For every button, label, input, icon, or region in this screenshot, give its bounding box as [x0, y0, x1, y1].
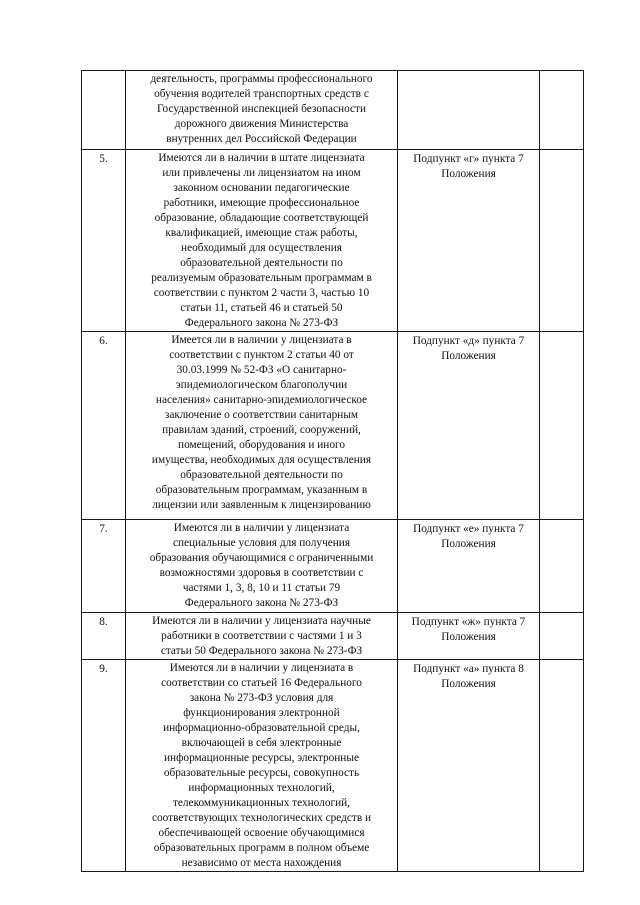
requirement-line: информационных технологий,: [188, 782, 335, 794]
table-row: [82, 71, 584, 150]
requirement-line: частями 1, 3, 8, 10 и 11 статьи 79: [182, 582, 341, 594]
legal-reference: [398, 150, 540, 332]
answer-cell: [540, 150, 584, 332]
requirement-line: Имеются ли в наличии у лицензиата: [173, 522, 350, 534]
checklist-table: [81, 70, 584, 872]
requirement-line: 30.03.1999 № 52-ФЗ «О санитарно-: [176, 364, 347, 376]
requirement-line: образовательной деятельности по: [180, 469, 343, 481]
requirement-line: помещений, оборудования и иного: [178, 439, 345, 451]
requirement-line: эпидемиологическом благополучии: [175, 379, 348, 391]
requirement-line: обучения водителей транспортных средств с: [154, 88, 369, 100]
requirement-line: Имеются ли в наличии в штате лицензиата: [158, 152, 365, 164]
requirement-line: статьи 50 Федерального закона № 273-ФЗ: [160, 645, 363, 657]
requirement-line: возможностями здоровья в соответствии с: [159, 567, 364, 579]
requirement-line: лицензии или заявленным к лицензированию: [152, 499, 371, 511]
reference-line: Подпункт «г» пункта 7: [413, 153, 524, 165]
reference-line: Подпункт «е» пункта 7: [413, 523, 524, 535]
requirement-line: соответствующих технологических средств и: [151, 812, 372, 824]
table-row: [82, 520, 584, 613]
requirement-text: [126, 520, 398, 613]
requirement-line: Имеются ли в наличии у лицензиата в: [169, 662, 354, 674]
row-number: 8.: [82, 613, 126, 660]
requirement-line: образовательной деятельности по: [180, 257, 343, 269]
requirement-line: работники, имеющие профессиональное: [163, 197, 360, 209]
row-number: [82, 71, 126, 150]
requirement-line: образования обучающимися с ограниченными: [149, 552, 374, 564]
requirement-line: образовательные ресурсы, совокупность: [163, 767, 360, 779]
requirement-line: работники в соответствии с частями 1 и 3: [161, 630, 362, 642]
reference-line: Положения: [441, 678, 496, 690]
requirement-text: [126, 71, 398, 150]
row-number: 9.: [82, 660, 126, 872]
requirement-line: имущества, необходимых для осуществления: [151, 454, 372, 466]
requirement-line: образовательных программ в полном объеме: [153, 842, 370, 854]
requirement-line: обеспечивающей освоение обучающимися: [158, 827, 365, 839]
requirement-line: информационно-образовательной среды,: [163, 722, 360, 734]
legal-reference: [398, 613, 540, 660]
requirement-line: или привлечены ли лицензиатом на ином: [162, 167, 361, 179]
table-row: [82, 150, 584, 332]
row-number: 7.: [82, 520, 126, 613]
requirement-line: включающей в себя электронные: [181, 737, 342, 749]
answer-cell: [540, 660, 584, 872]
requirement-line: квалификацией, имеющие стаж работы,: [165, 227, 358, 239]
requirement-text: [126, 332, 398, 520]
legal-reference: [398, 332, 540, 520]
legal-reference: [398, 660, 540, 872]
reference-line: Положения: [441, 631, 496, 643]
requirement-line: Государственной инспекцией безопасности: [157, 103, 366, 115]
answer-cell: [540, 332, 584, 520]
requirement-text: [126, 613, 398, 660]
requirement-line: специальные условия для получения: [172, 537, 351, 549]
requirement-line: внутренних дел Российской Федерации: [166, 133, 357, 145]
answer-cell: [540, 613, 584, 660]
requirement-line: закона № 273-ФЗ условия для: [189, 692, 334, 704]
answer-cell: [540, 71, 584, 150]
requirement-text: [126, 150, 398, 332]
requirement-line: Федерального закона № 273-ФЗ: [184, 317, 339, 329]
requirement-line: независимо от места нахождения: [181, 857, 342, 869]
legal-reference: [398, 71, 540, 150]
reference-line: Положения: [441, 538, 496, 550]
requirement-line: необходимый для осуществления: [181, 242, 342, 254]
table-row: [82, 613, 584, 660]
requirement-line: информационные ресурсы, электронные: [164, 752, 359, 764]
reference-line: Подпункт «ж» пункта 7: [411, 616, 526, 628]
requirement-line: телекоммуникационных технологий,: [172, 797, 351, 809]
requirement-line: соответствии со статьей 16 Федерального: [161, 677, 362, 689]
requirement-line: правилам зданий, строений, сооружений,: [162, 424, 361, 436]
requirement-line: соответствии с пунктом 2 статьи 40 от: [169, 349, 354, 361]
reference-line: Подпункт «а» пункта 8: [413, 663, 524, 675]
requirement-line: Имеются ли в наличии у лицензиата научные: [152, 615, 371, 627]
answer-cell: [540, 520, 584, 613]
requirement-line: образовательным программам, указанным в: [155, 484, 368, 496]
requirement-line: населения» санитарно-эпидемиологическое: [155, 394, 368, 406]
requirement-line: реализуемым образовательным программам в: [151, 272, 372, 284]
reference-line: Подпункт «д» пункта 7: [412, 335, 525, 347]
requirement-line: Имеется ли в наличии у лицензиата в: [171, 334, 352, 346]
requirement-line: образование, обладающие соответствующей: [154, 212, 369, 224]
checklist-table-body: [82, 71, 584, 872]
requirement-line: деятельность, программы профессионального: [150, 73, 373, 85]
requirement-line: законном основании педагогические: [173, 182, 350, 194]
row-number: 5.: [82, 150, 126, 332]
requirement-line: соответствии с пунктом 2 части 3, частью 10: [153, 287, 370, 299]
reference-line: Положения: [441, 168, 496, 180]
table-row: [82, 660, 584, 872]
requirement-line: заключение о соответствии санитарным: [164, 409, 359, 421]
table-row: [82, 332, 584, 520]
row-number: 6.: [82, 332, 126, 520]
requirement-line: статьи 11, статьей 46 и статьей 50: [180, 302, 343, 314]
requirement-text: [126, 660, 398, 872]
legal-reference: [398, 520, 540, 613]
requirement-line: функционирования электронной: [183, 707, 340, 719]
requirement-line: Федерального закона № 273-ФЗ: [184, 597, 339, 609]
reference-line: Положения: [441, 350, 496, 362]
requirement-line: дорожного движения Министерства: [174, 118, 349, 130]
